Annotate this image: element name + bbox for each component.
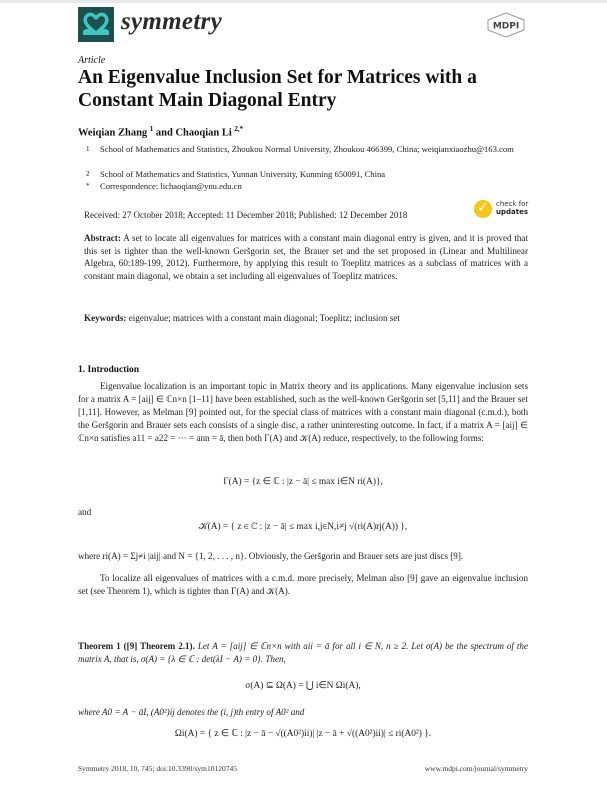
abstract — [84, 232, 528, 282]
check-updates-line2: updates — [496, 208, 528, 216]
paragraph-and: and — [78, 507, 92, 517]
abstract-label: Abstract: — [84, 233, 121, 243]
affiliation-mark: 2 — [86, 170, 90, 178]
checkmark-icon: ✓ — [474, 200, 492, 218]
page-title: An Eigenvalue Inclusion Set for Matrices with a Constant Main Diagonal Entry — [78, 67, 477, 111]
author-name: Weiqian Zhang — [78, 127, 148, 139]
mdpi-logo-text: MDPI — [492, 21, 520, 32]
author-sup: 2,* — [234, 125, 244, 133]
keywords-text: eigenvalue; matrices with a constant main diagonal; Toeplitz; inclusion set — [128, 313, 400, 323]
authors-joiner: and — [155, 127, 173, 139]
check-for-updates-button[interactable] — [474, 199, 534, 221]
abstract-text: A set to locate all eigenvalues for matrices with a constant main diagonal entry is given, and it is proved that this set is tighter than the well-known Geršgorin set, the Brauer set and the set proposed in (Linear and Multilinear Algebra, 60:189-199, 2012). Furthermore, by applying this result to Toeplitz matrices as a subclass of matrices with a constant main diagonal, we obtain a set including all eigenvalues of Toeplitz matrices. — [84, 233, 528, 281]
affiliation-text: School of Mathematics and Statistics, Yunnan University, Kunming 650091, China — [100, 169, 386, 179]
journal-name: symmetry — [121, 8, 222, 35]
author-sup: 1 — [149, 125, 154, 133]
publication-dates: Received: 27 October 2018; Accepted: 11 December 2018; Published: 12 December 2018 — [84, 210, 408, 220]
theorem-1 — [78, 640, 528, 666]
keywords — [84, 313, 528, 323]
affiliation-text: Correspondence: lichaoqian@ynu.edu.cn — [100, 181, 242, 191]
keywords-label: Keywords: — [84, 313, 127, 323]
theorem-label: Theorem 1 ([9] Theorem 2.1). — [78, 641, 195, 651]
check-updates-line1: check for — [496, 200, 529, 208]
affiliation-mark: * — [86, 182, 90, 190]
theorem-text: Let A = [aij] ∈ ℂn×n with aii = ā for all i ∈ N, n ≥ 2. Let σ(A) be the spectrum of the matrix A, that is, σ(A) = {λ ∈ ℂ : det(λI − A) = 0}. Then, — [78, 641, 528, 664]
page-top-edge — [0, 0, 607, 3]
affiliation-text: School of Mathematics and Statistics, Zhoukou Normal University, Zhoukou 466399, China; weiqianxiaozhu@163.com — [100, 144, 514, 154]
equation-gamma: Γ(A) = {z ∈ ℂ : |z − ā| ≤ max i∈N ri(A)}, — [223, 477, 383, 487]
article-type: Article — [78, 55, 106, 66]
symmetry-logo-icon — [78, 7, 114, 42]
footer-url[interactable]: www.mdpi.com/journal/symmetry — [424, 764, 528, 773]
affiliation-item — [86, 180, 520, 192]
paragraph: To localize all eigenvalues of matrices with a c.m.d. more precisely, Melman also [9] gave an eigenvalue inclusion set (see Theorem 1), which is tighter than Γ(A) and 𝒦(A). — [78, 573, 528, 596]
footer-citation: Symmetry 2018, 10, 745; doi:10.3390/sym10120745 — [78, 764, 237, 773]
affiliation-item — [86, 168, 520, 180]
mdpi-logo — [486, 12, 526, 38]
theorem-where: where A0 = A − āI, (A0²)ij denotes the (i, j)th entry of A0² and — [78, 707, 305, 717]
paragraph: Eigenvalue localization is an important topic in Matrix theory and its applications. Many eigenvalue inclusion sets for a matrix A = [aij] ∈ ℂn×n [1–11] have been established, such as the well-known Geršgorin set [5,11] and the Brauer set [1,11]. However, as Melman [9] pointed out, for the special class of matrices with a constant main diagonal (c.m.d.), both the Geršgorin and Brauer sets each consists of a single disc, a rather uninteresting outcome. In fact, if a matrix A = [aij] ∈ ℂn×n satisfies a11 = a22 = ··· = ann = ā, then both Γ(A) and 𝒦(A) reduce, respectively, to the following forms: — [78, 381, 528, 443]
equation-omega-i: Ωi(A) = { z ∈ ℂ : |z − ā − √((A0²)ii)| |z − ā + √((A0²)ii)| ≤ ri(A0²) }. — [174, 729, 432, 739]
affiliation-item — [86, 143, 520, 155]
author-name: Chaoqian Li — [175, 127, 232, 139]
equation-omega: σ(A) ⊆ Ω(A) = ⋃ i∈N Ωi(A), — [245, 681, 361, 691]
author-list — [78, 125, 243, 139]
equation-brauer: 𝒦(A) = { z ∈ ℂ : |z − ā| ≤ max i,j∈N,i≠j √(ri(A)rj(A)) }, — [198, 522, 408, 532]
affiliation-mark: 1 — [86, 145, 90, 153]
section-heading: 1. Introduction — [78, 365, 140, 375]
paragraph: where ri(A) = Σj≠i |aij| and N = {1, 2, . . . , n}. Obviously, the Geršgorin and Brauer sets are just discs [9]. — [78, 551, 464, 561]
